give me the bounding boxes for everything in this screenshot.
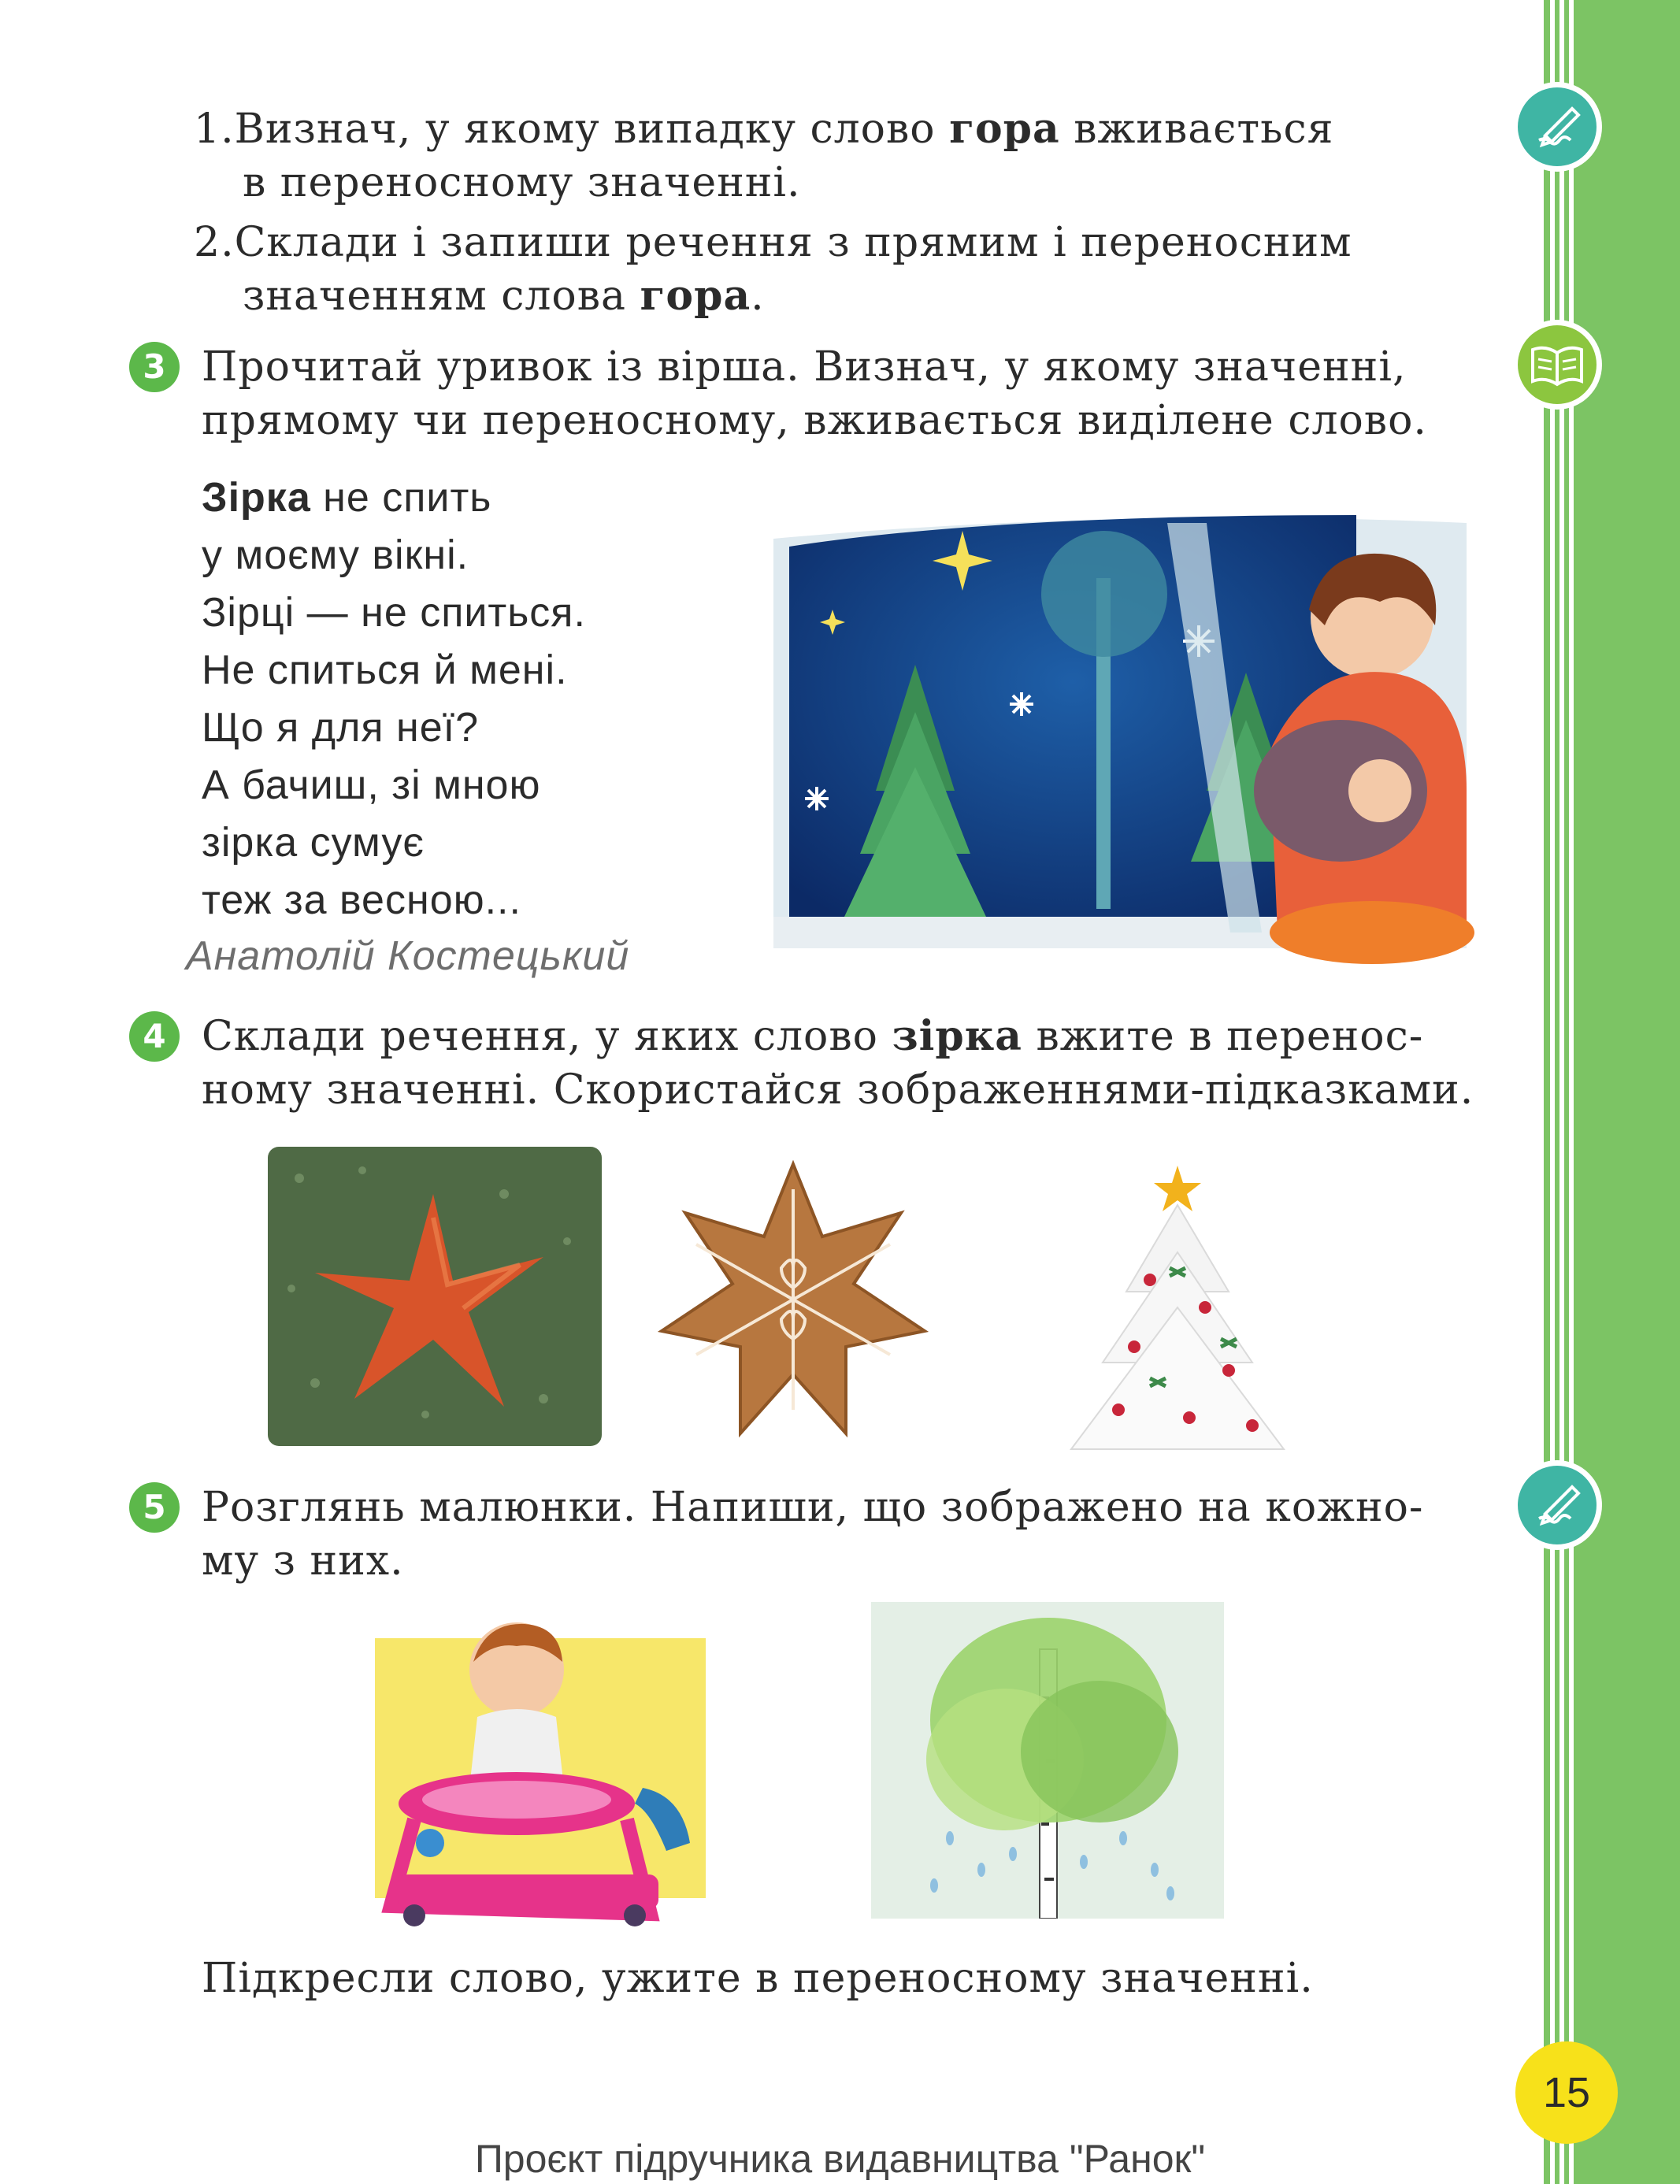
weeping-birch-illustration	[871, 1602, 1224, 1919]
poem: Зірка не спить у моєму вікні. Зірці — не спиться. Не спиться й мені. Що я для неї? А бачиш, зі мною зірка сумує теж за весною...	[202, 475, 586, 923]
poem-author: Анатолій Костецький	[186, 933, 630, 979]
item-number: 1.	[194, 106, 235, 153]
task-5-underline-instruction: Підкресли слово, ужите в переносному значенні.	[202, 1955, 1314, 2002]
item-number: 2.	[194, 219, 235, 266]
gingerbread-star-cookie	[649, 1158, 937, 1441]
starfish-photo	[268, 1147, 602, 1446]
task-number-badge: 3	[129, 342, 180, 392]
crying-baby-walker-illustration	[367, 1607, 714, 1931]
task-item-2: 2.Склади і запиши речення з прямим і переносним значенням слова гора.	[194, 219, 1352, 320]
task-number-badge: 4	[129, 1011, 180, 1062]
footer-publisher-note: Проєкт підручника видавництва "Ранок"	[474, 2137, 1206, 2181]
boy-at-window-illustration	[758, 491, 1481, 973]
pencil-writing-icon	[1511, 80, 1604, 173]
keyword: гора	[640, 272, 751, 320]
page-number: 15	[1515, 2041, 1618, 2144]
task-3-instruction: Прочитай уривок із вірша. Визнач, у якому значенні, прямому чи переносному, вживається виділене слово.	[202, 343, 1427, 444]
keyword: гора	[949, 105, 1060, 153]
task-4-instruction: Склади речення, у яких слово зірка вжите в перенос- ному значенні. Скористайся зображеннями-підказками.	[202, 1012, 1474, 1114]
task-number-badge: 5	[129, 1482, 180, 1533]
pencil-writing-icon	[1511, 1459, 1604, 1552]
white-christmas-tree	[1032, 1150, 1323, 1452]
task-5-instruction: Розглянь малюнки. Напиши, що зображено на кожно- му з них.	[202, 1484, 1424, 1585]
open-book-icon	[1511, 318, 1604, 411]
poem-keyword: Зірка	[202, 475, 311, 521]
task-item-1: 1.Визнач, у якому випадку слово гора вживається в переносному значенні.	[194, 105, 1334, 206]
keyword: зірка	[892, 1012, 1022, 1060]
